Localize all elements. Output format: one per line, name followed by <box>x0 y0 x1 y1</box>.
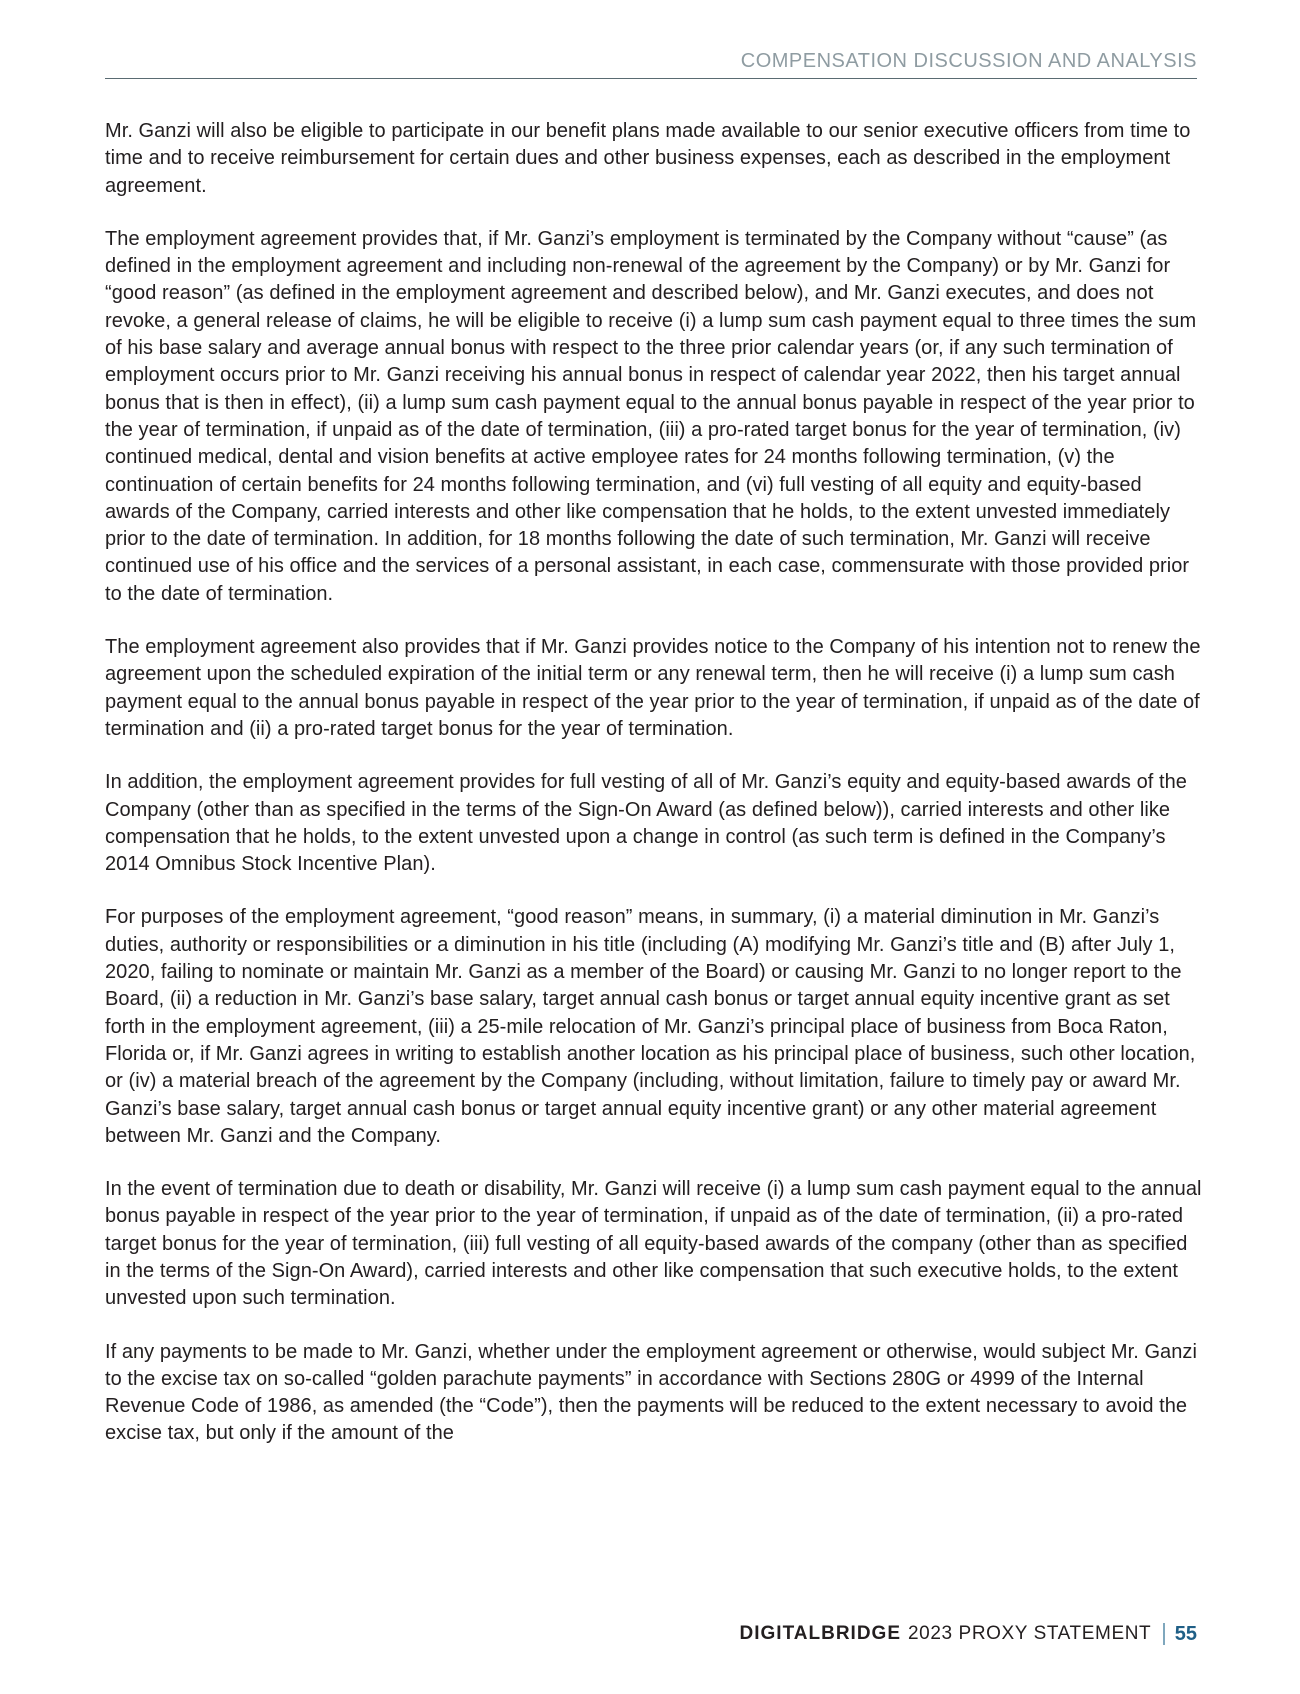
paragraph-death-or-disability: In the event of termination due to death or disability, Mr. Ganzi will receive (i) a lump sum cash payment equal to the annual bonus payable in respect of the year prior to the year of termination, if unpaid as of the date of termination, (ii) a pro-rated target bonus for the year of termination, (iii) full vesting of all equity-based awards of the company (other than as specified in the terms of the Sign-On Award), carried interests and other like compensation that such executive holds, to the extent unvested upon such termination. <box>105 1178 1202 1310</box>
document-body <box>105 118 1205 1474</box>
paragraph-change-in-control: In addition, the employment agreement provides for full vesting of all of Mr. Ganzi’s equity and equity-based awards of the Company (other than as specified in the terms of the Sign-On Award (as defined below)), carried interests and other like compensation that he holds, to the extent unvested upon a change in control (as such term is defined in the Company’s 2014 Omnibus Stock Incentive Plan). <box>105 771 1187 876</box>
paragraph-non-renewal-notice: The employment agreement also provides that if Mr. Ganzi provides notice to the Company of his intention not to renew the agreement upon the scheduled expiration of the initial term or any renewal term, then he will receive (i) a lump sum cash payment equal to the annual bonus payable in respect of the year prior to the year of termination, if unpaid as of the date of termination and (ii) a pro-rated target bonus for the year of termination. <box>105 636 1201 740</box>
footer-document-title: 2023 PROXY STATEMENT <box>908 1623 1152 1644</box>
paragraph-benefit-plans: Mr. Ganzi will also be eligible to participate in our benefit plans made available to our senior executive officers from time to time and to receive reimbursement for certain dues and other business expenses, each as described in the employment agreement. <box>105 120 1191 197</box>
page-header <box>105 50 1197 79</box>
paragraph-termination-without-cause: The employment agreement provides that, if Mr. Ganzi’s employment is terminated by the Company without “cause” (as defined in the employment agreement and including non-renewal of the agreement by the Company) or by Mr. Ganzi for “good reason” (as defined in the employment agreement and described below), and Mr. Ganzi executes, and does not revoke, a general release of claims, he will be eligible to receive (i) a lump sum cash payment equal to three times the sum of his base salary and average annual bonus with respect to the three prior calendar years (or, if any such termination of employment occurs prior to Mr. Ganzi receiving his annual bonus in respect of calendar year 2022, then his target annual bonus that is then in effect), (ii) a lump sum cash payment equal to the annual bonus payable in respect of the year prior to the year of termination, if unpaid as of the date of termination, (iii) a pro-rated target bonus for the year of termination, (iv) continued medical, dental and vision benefits at active employee rates for 24 months following termination, (v) the continuation of certain benefits for 24 months following termination, and (vi) full vesting of all equity and equity-based awards of the Company, carried interests and other like compensation that he holds, to the extent unvested immediately prior to the date of termination. In addition, for 18 months following the date of such termination, Mr. Ganzi will receive continued use of his office and the services of a personal assistant, in each case, commensurate with those provided prior to the date of termination. <box>105 227 1197 605</box>
paragraph-excise-tax: If any payments to be made to Mr. Ganzi, whether under the employment agreement or otherwise, would subject Mr. Ganzi to the excise tax on so-called “golden parachute payments” in accordance with Sections 280G or 4999 of the Internal Revenue Code of 1986, as amended (the “Code”), then the payments will be reduced to the extent necessary to avoid the excise tax, but only if the amount of the <box>105 1340 1197 1445</box>
paragraph-good-reason-definition: For purposes of the employment agreement, “good reason” means, in summary, (i) a material diminution in Mr. Ganzi’s duties, authority or responsibilities or a diminution in his title (including (A) modifying Mr. Ganzi’s title and (B) after July 1, 2020, failing to nominate or maintain Mr. Ganzi as a member of the Board) or causing Mr. Ganzi to no longer report to the Board, (ii) a reduction in Mr. Ganzi’s base salary, target annual cash bonus or target annual equity incentive grant as set forth in the employment agreement, (iii) a 25-mile relocation of Mr. Ganzi’s principal place of business from Boca Raton, Florida or, if Mr. Ganzi agrees in writing to establish another location as his principal place of business, such other location, or (iv) a material breach of the agreement by the Company (including, without limitation, failure to timely pay or award Mr. Ganzi’s base salary, target annual cash bonus or target annual equity incentive grant) or any other material agreement between Mr. Ganzi and the Company. <box>105 906 1196 1147</box>
footer-separator <box>1163 1623 1165 1645</box>
footer-company-name: DIGITALBRIDGE <box>739 1623 901 1644</box>
page-footer <box>740 1621 1197 1647</box>
section-title: COMPENSATION DISCUSSION AND ANALYSIS <box>740 50 1197 72</box>
page-number: 55 <box>1174 1622 1197 1645</box>
